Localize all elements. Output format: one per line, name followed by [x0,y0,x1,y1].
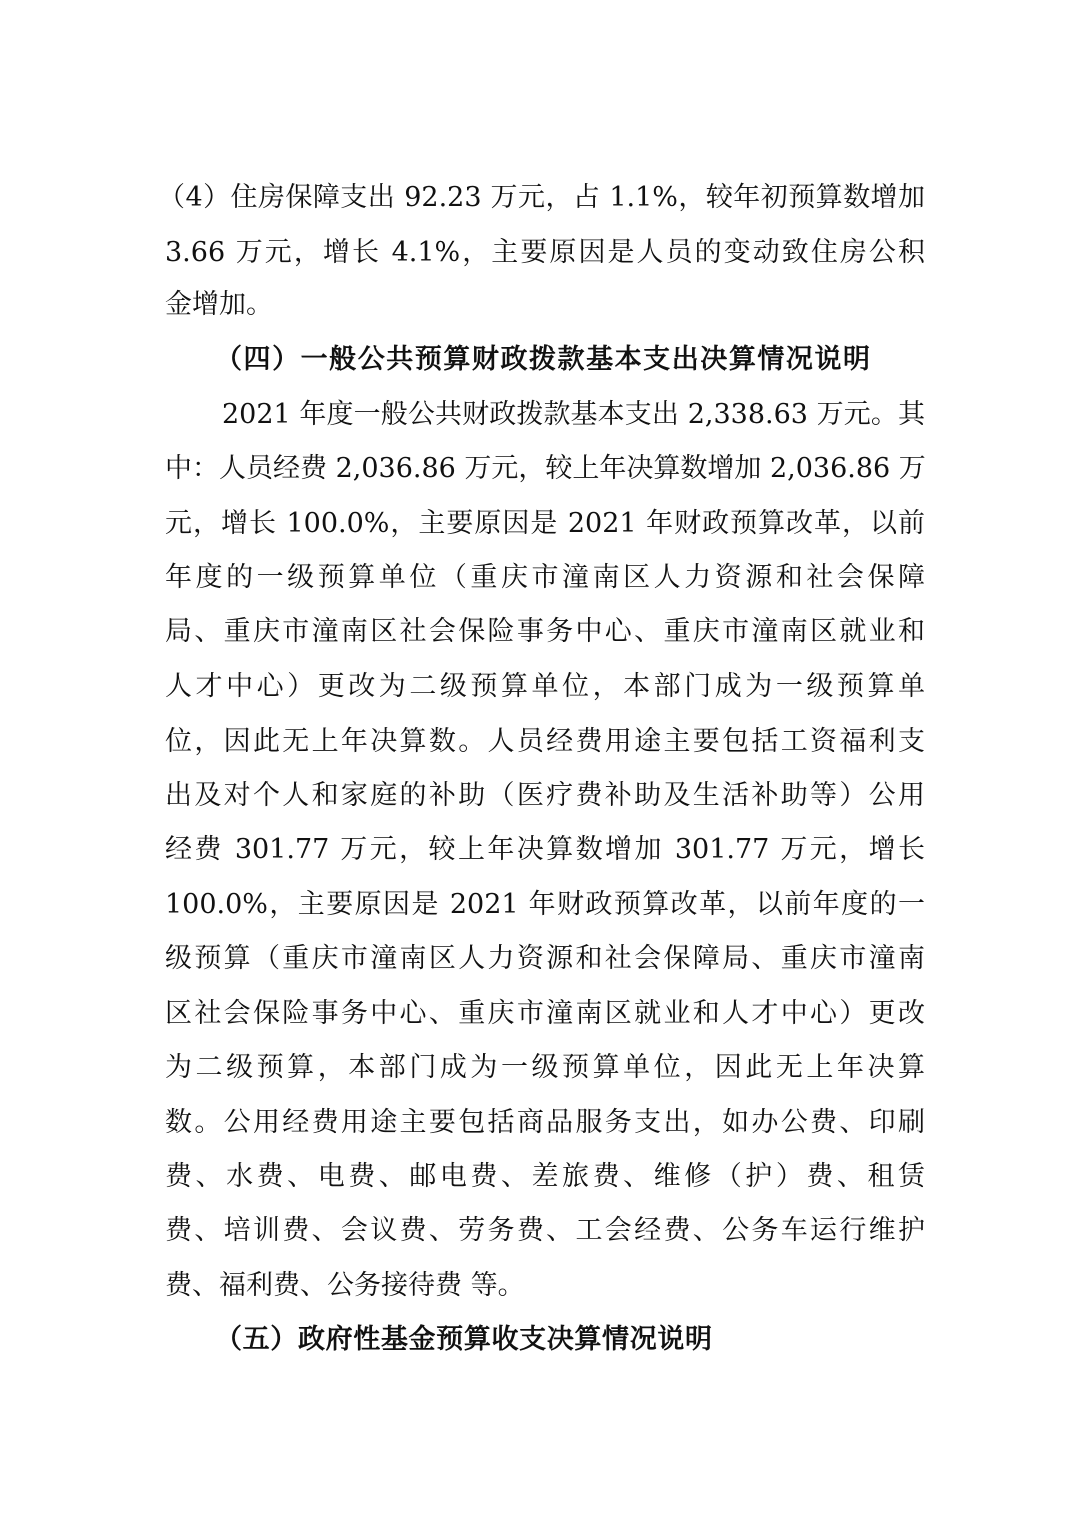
basic-expenditure-line-16: 费、培训费、会议费、劳务费、工会经费、公务车运行维护 [165,1215,925,1246]
basic-expenditure-line-13: 为二级预算，本部门成为一级预算单位，因此无上年决算 [165,1052,925,1083]
section-heading-four: （四）一般公共预算财政拨款基本支出决算情况说明 [215,344,870,375]
basic-expenditure-line-10: 100.0%，主要原因是 2021 年财政预算改革，以前年度的一 [165,889,925,920]
basic-expenditure-line-15: 费、水费、电费、邮电费、差旅费、维修（护）费、租赁 [165,1161,925,1192]
basic-expenditure-line-1: 2021 年度一般公共财政拨款基本支出 2,338.63 万元。其 [222,399,925,430]
basic-expenditure-line-4: 年度的一级预算单位（重庆市潼南区人力资源和社会保障 [165,562,925,593]
section-heading-five: （五）政府性基金预算收支决算情况说明 [215,1324,712,1355]
basic-expenditure-line-12: 区社会保险事务中心、重庆市潼南区就业和人才中心）更改 [165,998,925,1029]
basic-expenditure-line-9: 经费 301.77 万元，较上年决算数增加 301.77 万元，增长 [165,834,925,865]
basic-expenditure-line-14: 数。公用经费用途主要包括商品服务支出，如办公费、印刷 [165,1107,925,1138]
housing-paragraph-line-1: （4）住房保障支出 92.23 万元，占 1.1%，较年初预算数增加 [158,182,925,213]
basic-expenditure-line-5: 局、重庆市潼南区社会保险事务中心、重庆市潼南区就业和 [165,616,925,647]
basic-expenditure-line-2: 中：人员经费 2,036.86 万元，较上年决算数增加 2,036.86 万 [165,453,926,484]
basic-expenditure-line-3: 元，增长 100.0%，主要原因是 2021 年财政预算改革，以前 [165,508,925,539]
basic-expenditure-line-17: 费、福利费、公务接待费 等。 [165,1270,525,1301]
basic-expenditure-line-6: 人才中心）更改为二级预算单位，本部门成为一级预算单 [165,671,925,702]
basic-expenditure-line-8: 出及对个人和家庭的补助（医疗费补助及生活补助等）公用 [165,780,925,811]
housing-paragraph-line-3: 金增加。 [165,289,273,320]
housing-paragraph-line-2: 3.66 万元，增长 4.1%，主要原因是人员的变动致住房公积 [165,237,925,268]
basic-expenditure-line-7: 位，因此无上年决算数。人员经费用途主要包括工资福利支 [165,726,925,757]
basic-expenditure-line-11: 级预算（重庆市潼南区人力资源和社会保障局、重庆市潼南 [165,943,925,974]
